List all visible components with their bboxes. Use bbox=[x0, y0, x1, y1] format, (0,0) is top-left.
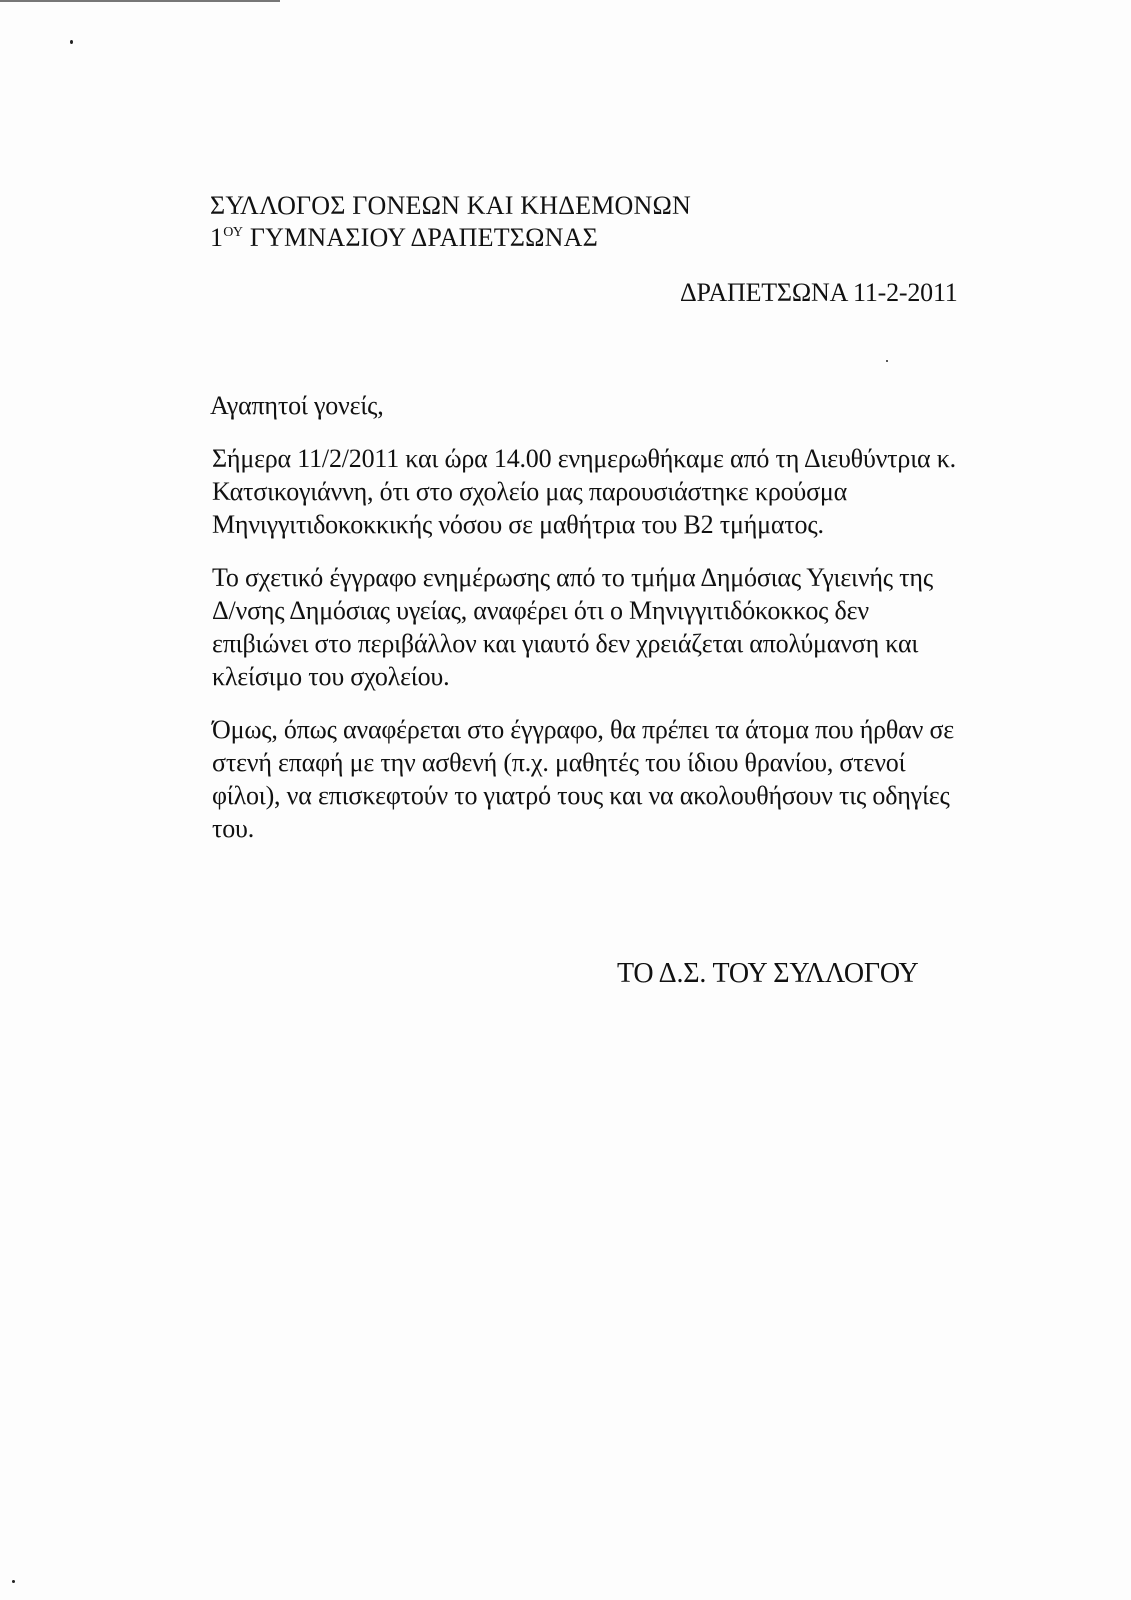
paragraph-line: επιβιώνει στο περιβάλλον και γιαυτό δεν χρειάζεται απολύμανση και bbox=[212, 629, 919, 658]
paragraph-line: Το σχετικό έγγραφο ενημέρωσης από το τμήμα Δημόσιας Υγιεινής της bbox=[212, 563, 933, 592]
paragraph-line: Κατσικογιάννη, ότι στο σχολείο μας παρουσιάστηκε κρούσμα bbox=[212, 477, 848, 506]
paragraph-line: στενή επαφή με την ασθενή (π.χ. μαθητές του ίδιου θρανίου, στενοί bbox=[212, 748, 906, 777]
paragraph-line: φίλοι), να επισκεφτούν το γιατρό τους και να ακολουθήσουν τις οδηγίες bbox=[212, 781, 950, 810]
paragraph-line: Μηνιγγιτιδοκοκκικής νόσου σε μαθήτρια του Β2 τμήματος. bbox=[212, 510, 824, 539]
salutation: Αγαπητοί γονείς, bbox=[210, 391, 384, 420]
paragraph-line: Δ/νσης Δημόσιας υγείας, αναφέρει ότι ο Μηνιγγιτιδόκοκκος δεν bbox=[212, 596, 869, 625]
place-date: ΔΡΑΠΕΤΣΩΝΑ 11-2-2011 bbox=[680, 278, 958, 307]
signature: ΤΟ Δ.Σ. ΤΟΥ ΣΥΛΛΟΓΟΥ bbox=[617, 958, 919, 989]
letterhead-line-2 bbox=[210, 225, 598, 251]
paragraph-line: Σήμερα 11/2/2011 και ώρα 14.00 ενημερωθήκαμε από τη Διευθύντρια κ. bbox=[212, 444, 956, 473]
paragraph-line: του. bbox=[212, 814, 255, 843]
paragraph-line: κλείσιμο του σχολείου. bbox=[212, 662, 450, 691]
letterhead-number: 1 bbox=[210, 223, 224, 252]
letterhead-school: ΓΥΜΝΑΣΙΟΥ ΔΡΑΠΕΤΣΩΝΑΣ bbox=[243, 223, 598, 252]
letterhead-line-1: ΣΥΛΛΟΓΟΣ ΓΟΝΕΩΝ ΚΑΙ ΚΗΔΕΜΟΝΩΝ bbox=[210, 191, 691, 220]
letterhead-ordinal: ΟΥ bbox=[223, 225, 244, 240]
paragraph-line: Όμως, όπως αναφέρεται στο έγγραφο, θα πρέπει τα άτομα που ήρθαν σε bbox=[212, 715, 954, 744]
